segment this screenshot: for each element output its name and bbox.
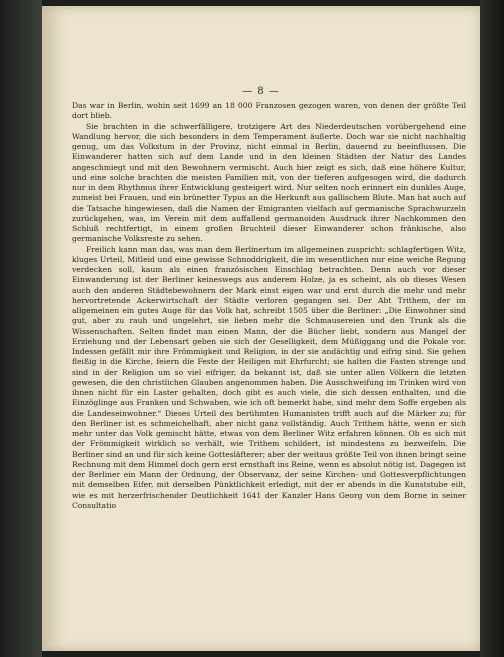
paragraph-3: Freilich kann man das, was man dem Berlinertum im allgemeinen zuspricht: schlagfertigen Witz, kluges Urteil, Mitleid und eine gewisse Schnoddrigkeit, die im wesentlichen nur eine weiche Regung verdecken soll, kaum als einen französischen Einschlag betrachten. Denn auch vor dieser Einwanderung ist der Berliner keineswegs aus anderem Holze, ja es scheint, als ob dieses Wesen auch den anderen Städtebewohnern der Mark einst eigen war und erst durch die mehr und mehr hervortretende Ackerwirtschaft der Städte verloren gegangen sei. Der Abt Trithem, der im allgemeinen ein gutes Auge für das Volk hat, schreibt 1505 über die Berliner: „Die Einwohner sind gut, aber zu rauh und ungelehrt, sie lieben mehr die Schmausereien und den Trunk als die Wissenschaften. Selten findet man einen Mann, der die Bücher liebt, sondern aus Mangel der Erziehung und der Lebensart geben sie sich der Geselligkeit, dem Müßiggang und die Pokale vor. Indessen gefällt mir ihre Frömmigkeit und Religion, in der sie andächtig und eifrig sind. Sie gehen fleißig in die Kirche, feiern die Feste der Heiligen mit Ehrfurcht; sie halten die Fasten strenge und sind in der Religion um so viel eifriger, da bekannt ist, daß sie unter allen Völkern die letzten gewesen, die den christlichen Glauben angenommen haben. Die Ausschweifung im Trinken wird von ihnen nicht für ein Laster gehalten, doch gibt es auch viele, die sich dessen enthalten, und die Einzöglinge aus Franken und Schwaben, wie ich oft bemerkt habe, sind mehr dem Soffe ergeben als die Landeseinwohner.“ Dieses Urteil des berühmten Humanisten trifft auch auf die Märker zu; für den Berliner ist es schmeichelhaft, aber nicht ganz vollständig. Auch Trithem hätte, wenn er sich mehr unter das Volk gemischt hätte, etwas von dem Berliner Witz erfahren können. Ob es sich mit der Frömmigkeit wirklich so verhält, wie Trithem schildert, ist mindestens zu bezweifeln. Die Berliner sind an und für sich keine Gottesläfterer; aber der weitaus größte Teil von ihnen bringt seine Rechnung mit dem Himmel doch gern erst ernsthaft ins Reine, wenn es absolut nötig ist. Dagegen ist der Berliner ein Mann der Ordnung, der Observanz, der seine Kirchen- und Gottesverpflichtungen mit demselben Eifer, mit derselben Pünktlichkeit erledigt, mit der er abends in die Kunststube eilt, wie es mit herzerfrischender Deutlichkeit 1641 der Kanzler Hans Georg von dem Borne in seiner Consultatio bbox=[72, 244, 466, 510]
paragraph-2: Sie brachten in die schwerfälligere, trotzigere Art des Niederdeutschen vorübergehend eine Wandlung hervor, die sich besonders in dem Temperament äußerte. Doch war sie nicht nachhaltig genug, um das Volkstum in der Provinz, nicht einmal in Berlin, dauernd zu beeinflussen. Die Einwanderer hatten sich auf dem Lande und in den kleinen Städten der Natur des Landes angeschmiegt und mit den Bewohnern vermischt. Auch hier zeigt es sich, daß eine höhere Kultur, und eine solche brachten die meisten Familien mit, von der tieferen aufgesogen wird, die dadurch nur in dem Rhythmus ihrer Entwicklung gesteigert wird. Nur selten noch erinnert ein dunkles Auge, zumeist bei Frauen, und ein brünetter Typus an die Herkunft aus gallischem Blute. Man hat auch auf die Tatsache hingewiesen, daß die Namen der Emigranten vielfach auf germanische Sprachwurzeln zurückgehen, was, im Verein mit dem auffallend germanoiden Ausdruck ihrer Nachkommen den Schluß rechtfertigt, in einem großen Bruchteil dieser Einwanderer schon fränkische, also germanische Volksreste zu sehen. bbox=[72, 121, 466, 244]
book-edge bbox=[480, 0, 504, 657]
page-body-text bbox=[72, 101, 466, 511]
page-number: — 8 — bbox=[242, 86, 280, 97]
book-binding bbox=[0, 0, 42, 657]
paragraph-1: Das war in Berlin, wohin seit 1699 an 18 000 Franzosen gezogen waren, von denen der größte Teil dort blieb. bbox=[72, 101, 466, 121]
